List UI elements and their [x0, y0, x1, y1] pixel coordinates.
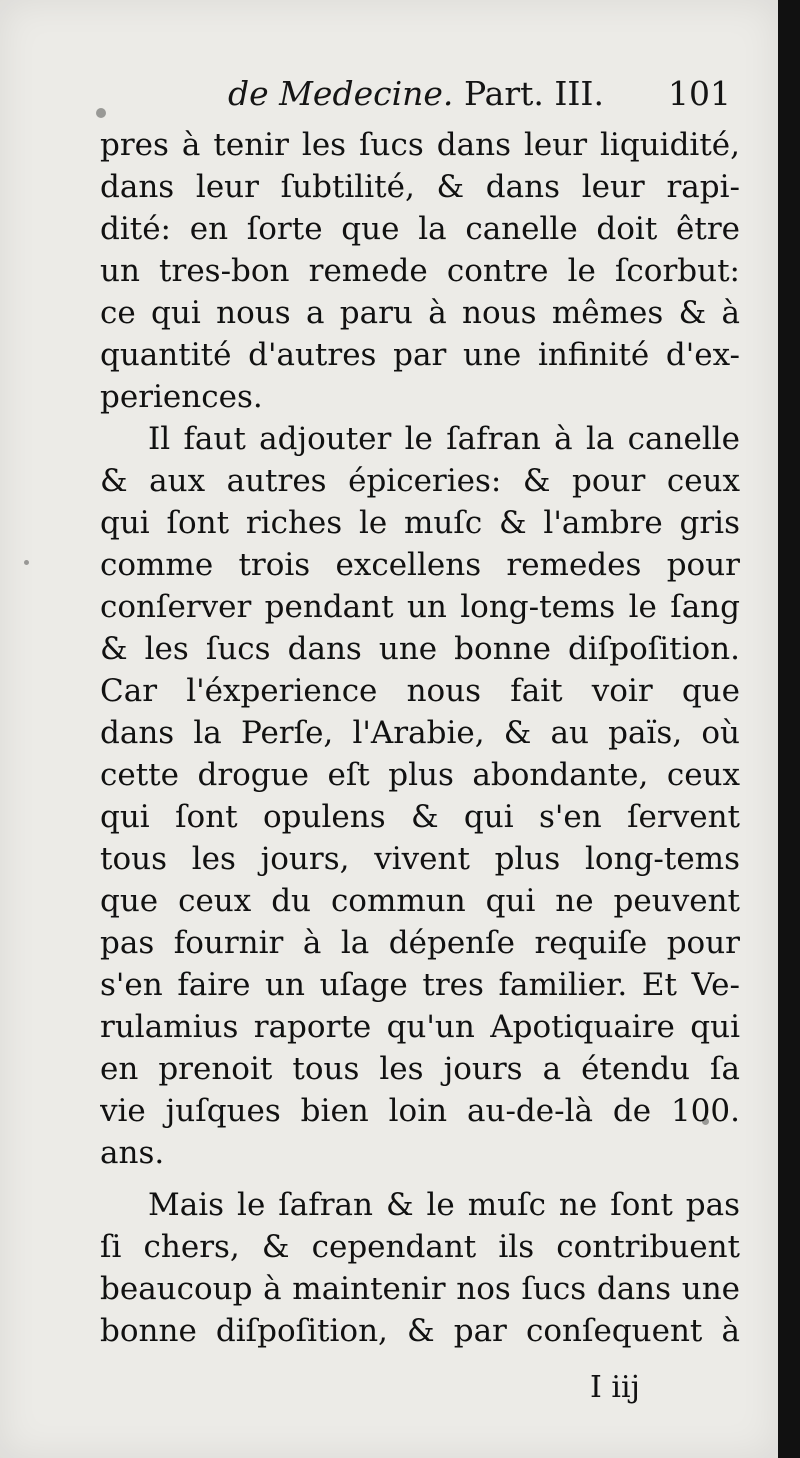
paper-speck: [24, 560, 29, 565]
text-line: dité: en ſorte que la canelle doit être: [100, 211, 740, 247]
text-line: bonne diſpoſition, & par conſequent à: [100, 1313, 740, 1349]
text-line: dans la Perſe, l'Arabie, & au païs, où: [100, 715, 740, 751]
text-line: rulamius raporte qu'un Apotiquaire qui: [100, 1009, 740, 1045]
text-line: cette drogue eſt plus abondante, ceux: [100, 757, 740, 793]
signature-mark: I iij: [590, 1370, 640, 1405]
text-line: Il faut adjouter le ſafran à la canelle: [148, 421, 740, 457]
text-line: que ceux du commun qui ne peuvent: [100, 883, 740, 919]
scan-edge: [778, 0, 800, 1458]
text-line: pres à tenir les ſucs dans leur liquidité,: [100, 127, 740, 163]
text-line: un tres-bon remede contre le ſcorbut:: [100, 253, 740, 289]
text-line: ce qui nous a paru à nous mêmes & à: [100, 295, 740, 331]
text-line: s'en faire un uſage tres familier. Et Ve-: [100, 967, 740, 1003]
text-line: conſerver pendant un long-tems le ſang: [100, 589, 740, 625]
text-line: beaucoup à maintenir nos ſucs dans une: [100, 1271, 740, 1307]
text-line: ans.: [100, 1135, 165, 1171]
text-line: en prenoit tous les jours a étendu ſa: [100, 1051, 740, 1087]
paper-speck: [96, 108, 106, 118]
running-head-part: Part. III.: [463, 74, 604, 113]
running-head: [228, 74, 748, 118]
text-line: qui ſont riches le muſc & l'ambre gris: [100, 505, 740, 541]
body-text: [100, 124, 740, 1352]
text-line: & aux autres épiceries: & pour ceux: [100, 463, 740, 499]
text-line: pas fournir à la dépenſe requiſe pour: [100, 925, 740, 961]
running-head-title: de Medecine.: [228, 74, 454, 113]
text-line: vie juſques bien loin au-de-là de 100.: [100, 1093, 740, 1129]
text-line: periences.: [100, 379, 263, 415]
text-line: & les ſucs dans une bonne diſpoſition.: [100, 631, 740, 667]
page-number: 101: [668, 74, 731, 113]
text-line: comme trois excellens remedes pour: [100, 547, 740, 583]
text-line: Mais le ſafran & le muſc ne ſont pas: [148, 1187, 740, 1223]
text-line: ſi chers, & cependant ils contribuent: [100, 1229, 740, 1265]
paper-speck: [702, 1118, 709, 1125]
text-line: Car l'éxperience nous fait voir que: [100, 673, 740, 709]
text-line: quantité d'autres par une infinité d'ex-: [100, 337, 740, 373]
text-line: tous les jours, vivent plus long-tems: [100, 841, 740, 877]
text-line: dans leur ſubtilité, & dans leur rapi-: [100, 169, 740, 205]
text-line: qui ſont opulens & qui s'en ſervent: [100, 799, 740, 835]
